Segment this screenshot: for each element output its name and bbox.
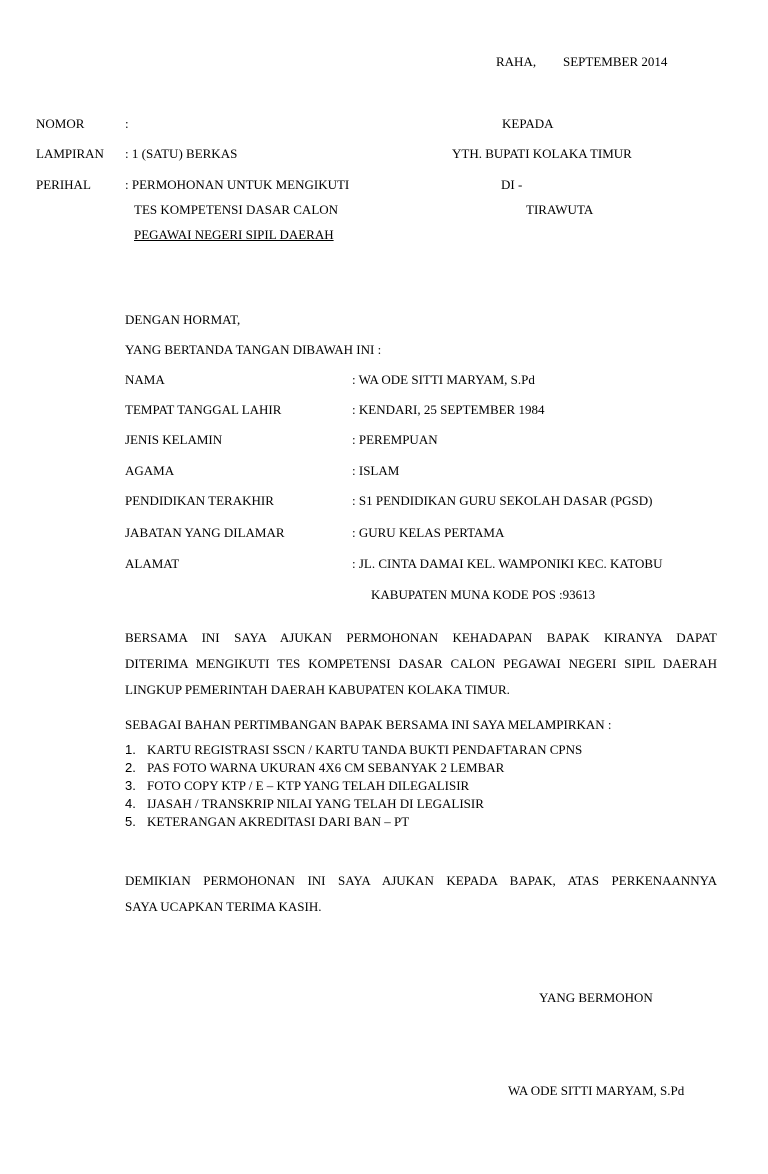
lampiran-label: LAMPIRAN [36,146,104,161]
request-line-1: BERSAMA INI SAYA AJUKAN PERMOHONAN KEHADAPAN BAPAK KIRANYA DAPAT [125,630,717,645]
letter-place: RAHA, [496,54,537,69]
field-value-alamat: : JL. CINTA DAMAI KEL. WAMPONIKI KEC. KATOBU [352,556,663,571]
field-value-nama: : WA ODE SITTI MARYAM, S.Pd [352,372,535,387]
signature-label: YANG BERMOHON [539,990,653,1005]
request-paragraph [125,625,717,703]
lampiran-value: : 1 (SATU) BERKAS [125,146,238,161]
request-line-3: LINGKUP PEMERINTAH DAERAH KABUPATEN KOLAKA TIMUR. [125,682,510,697]
letter-date: SEPTEMBER 2014 [563,54,668,69]
recipient-city: TIRAWUTA [526,202,594,217]
field-label-alamat: ALAMAT [125,556,180,571]
field-value-agama: : ISLAM [352,463,400,478]
greeting: DENGAN HORMAT, [125,312,241,327]
field-label-nama: NAMA [125,372,165,387]
field-value-jabatan: : GURU KELAS PERTAMA [352,525,505,540]
address-line-2: KABUPATEN MUNA KODE POS :93613 [371,587,596,602]
recipient-yth: YTH. BUPATI KOLAKA TIMUR [452,146,632,161]
field-value-ttl: : KENDARI, 25 SEPTEMBER 1984 [352,402,545,417]
field-value-gender: : PEREMPUAN [352,432,438,447]
field-label-ttl: TEMPAT TANGGAL LAHIR [125,402,282,417]
field-label-pendidikan: PENDIDIKAN TERAKHIR [125,493,274,508]
field-label-agama: AGAMA [125,463,175,478]
list-item: 5. KETERANGAN AKREDITASI DARI BAN – PT [125,814,410,829]
signature-name: WA ODE SITTI MARYAM, S.Pd [508,1083,685,1098]
closing-line-2: SAYA UCAPKAN TERIMA KASIH. [125,899,322,914]
perihal-label: PERIHAL [36,177,91,192]
perihal-line-2: TES KOMPETENSI DASAR CALON [134,202,339,217]
perihal-line-1: : PERMOHONAN UNTUK MENGIKUTI [125,177,350,192]
attachments-list [125,741,582,831]
intro-line: YANG BERTANDA TANGAN DIBAWAH INI : [125,342,382,357]
field-value-pendidikan: : S1 PENDIDIKAN GURU SEKOLAH DASAR (PGSD) [352,493,653,508]
nomor-value: : [125,116,129,131]
request-line-2: DITERIMA MENGIKUTI TES KOMPETENSI DASAR CALON PEGAWAI NEGERI SIPIL DAERAH [125,656,717,671]
nomor-label: NOMOR [36,116,85,131]
list-item: 1. KARTU REGISTRASI SSCN / KARTU TANDA BUKTI PENDAFTARAN CPNS [125,742,583,757]
closing-paragraph [125,868,717,920]
perihal-line-3: PEGAWAI NEGERI SIPIL DAERAH [134,227,334,242]
list-item: 2. PAS FOTO WARNA UKURAN 4X6 CM SEBANYAK 2 LEMBAR [125,760,505,775]
list-item: 4. IJASAH / TRANSKRIP NILAI YANG TELAH DI LEGALISIR [125,796,484,811]
closing-line-1: DEMIKIAN PERMOHONAN INI SAYA AJUKAN KEPADA BAPAK, ATAS PERKENAANNYA [125,873,717,888]
list-item: 3. FOTO COPY KTP / E – KTP YANG TELAH DILEGALISIR [125,778,470,793]
attachments-intro: SEBAGAI BAHAN PERTIMBANGAN BAPAK BERSAMA INI SAYA MELAMPIRKAN : [125,717,612,732]
recipient-kepada: KEPADA [502,116,554,131]
recipient-di: DI - [501,177,523,192]
field-label-gender: JENIS KELAMIN [125,432,223,447]
field-label-jabatan: JABATAN YANG DILAMAR [125,525,285,540]
